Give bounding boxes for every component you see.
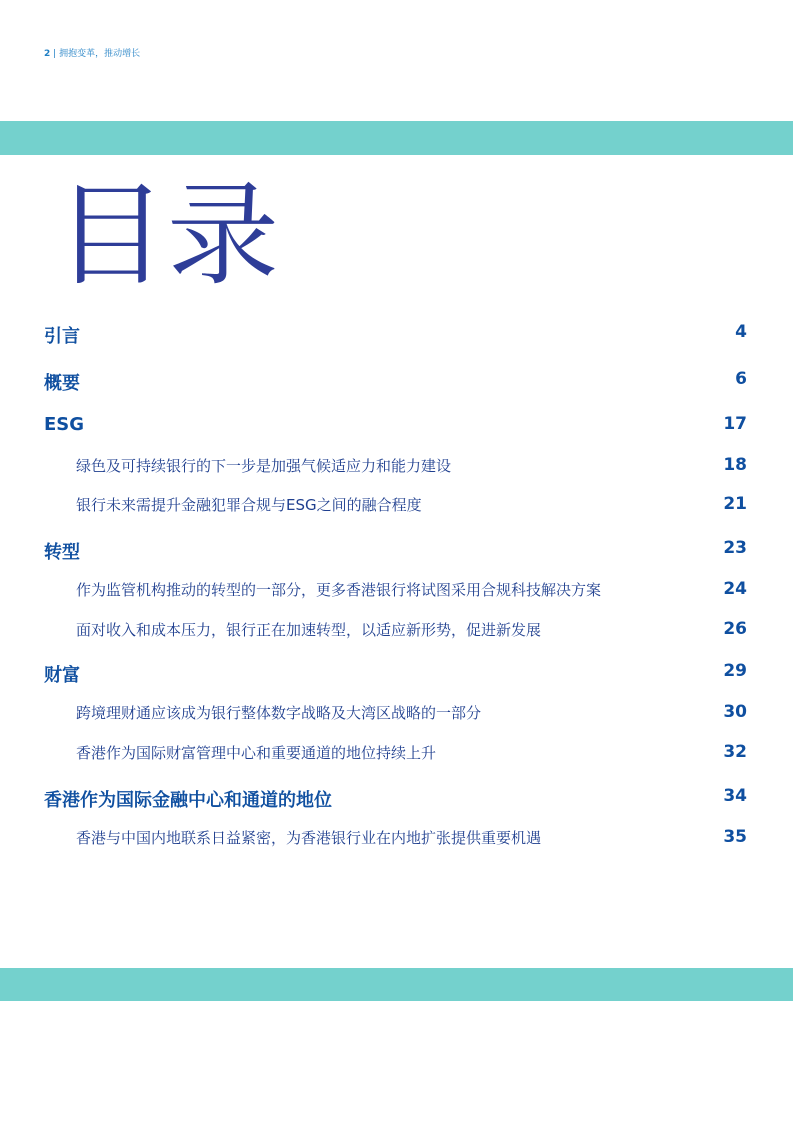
toc-entry-hong-kong-hub[interactable]: [0, 786, 793, 810]
toc-entry-introduction[interactable]: [0, 322, 793, 346]
toc-entry-page: 34: [723, 786, 747, 806]
toc-entry-label: 香港与中国内地联系日益紧密，为香港银行业在内地扩张提供重要机遇: [76, 829, 542, 847]
toc-subentry[interactable]: [0, 494, 793, 518]
toc-entry-page: 23: [723, 538, 747, 558]
toc-entry-page: 32: [723, 742, 747, 762]
toc-entry-label: ESG: [44, 414, 85, 435]
toc-entry-label: 跨境理财通应该成为银行整体数字战略及大湾区战略的一部分: [76, 704, 482, 722]
toc-subentry[interactable]: [0, 827, 793, 851]
toc-entry-label: 作为监管机构推动的转型的一部分，更多香港银行将试图采用合规科技解决方案: [76, 581, 602, 599]
toc-entry-label: 香港作为国际金融中心和通道的地位: [44, 790, 332, 811]
toc-entry-page: 21: [723, 494, 747, 514]
toc-entry-label: 概要: [44, 373, 80, 394]
toc-entry-overview[interactable]: [0, 369, 793, 393]
bottom-accent-band: [0, 968, 793, 1001]
toc-subentry[interactable]: [0, 455, 793, 479]
toc-entry-page: 30: [723, 702, 747, 722]
toc-entry-wealth[interactable]: [0, 661, 793, 685]
toc-entry-transformation[interactable]: [0, 538, 793, 562]
toc-entry-label: 绿色及可持续银行的下一步是加强气候适应力和能力建设: [76, 457, 452, 475]
toc-entry-page: 29: [723, 661, 747, 681]
toc-entry-label: 银行未来需提升金融犯罪合规与ESG之间的融合程度: [76, 496, 422, 514]
toc-entry-page: 24: [723, 579, 747, 599]
header-title: 拥抱变革，推动增长: [59, 49, 141, 59]
toc-entry-page: 4: [735, 322, 747, 342]
toc-subentry[interactable]: [0, 579, 793, 603]
toc-entry-page: 26: [723, 619, 747, 639]
toc-entry-label: 转型: [44, 542, 80, 563]
toc-subentry[interactable]: [0, 702, 793, 726]
toc-entry-page: 6: [735, 369, 747, 389]
toc-entry-page: 18: [723, 455, 747, 475]
toc-entry-label: 面对收入和成本压力，银行正在加速转型，以适应新形势，促进新发展: [76, 621, 542, 639]
toc-subentry[interactable]: [0, 742, 793, 766]
toc-subentry[interactable]: [0, 619, 793, 643]
toc-entry-label: 引言: [44, 326, 80, 347]
page-title: 目录: [55, 171, 279, 301]
toc-entry-page: 35: [723, 827, 747, 847]
top-accent-band: [0, 121, 793, 155]
toc-entry-page: 17: [723, 414, 747, 434]
running-header: [44, 46, 140, 59]
page-number: 2: [44, 49, 51, 59]
toc-entry-label: 财富: [44, 665, 80, 686]
header-separator: |: [53, 49, 57, 59]
toc-entry-esg[interactable]: [0, 414, 793, 438]
toc-entry-label: 香港作为国际财富管理中心和重要通道的地位持续上升: [76, 744, 437, 762]
